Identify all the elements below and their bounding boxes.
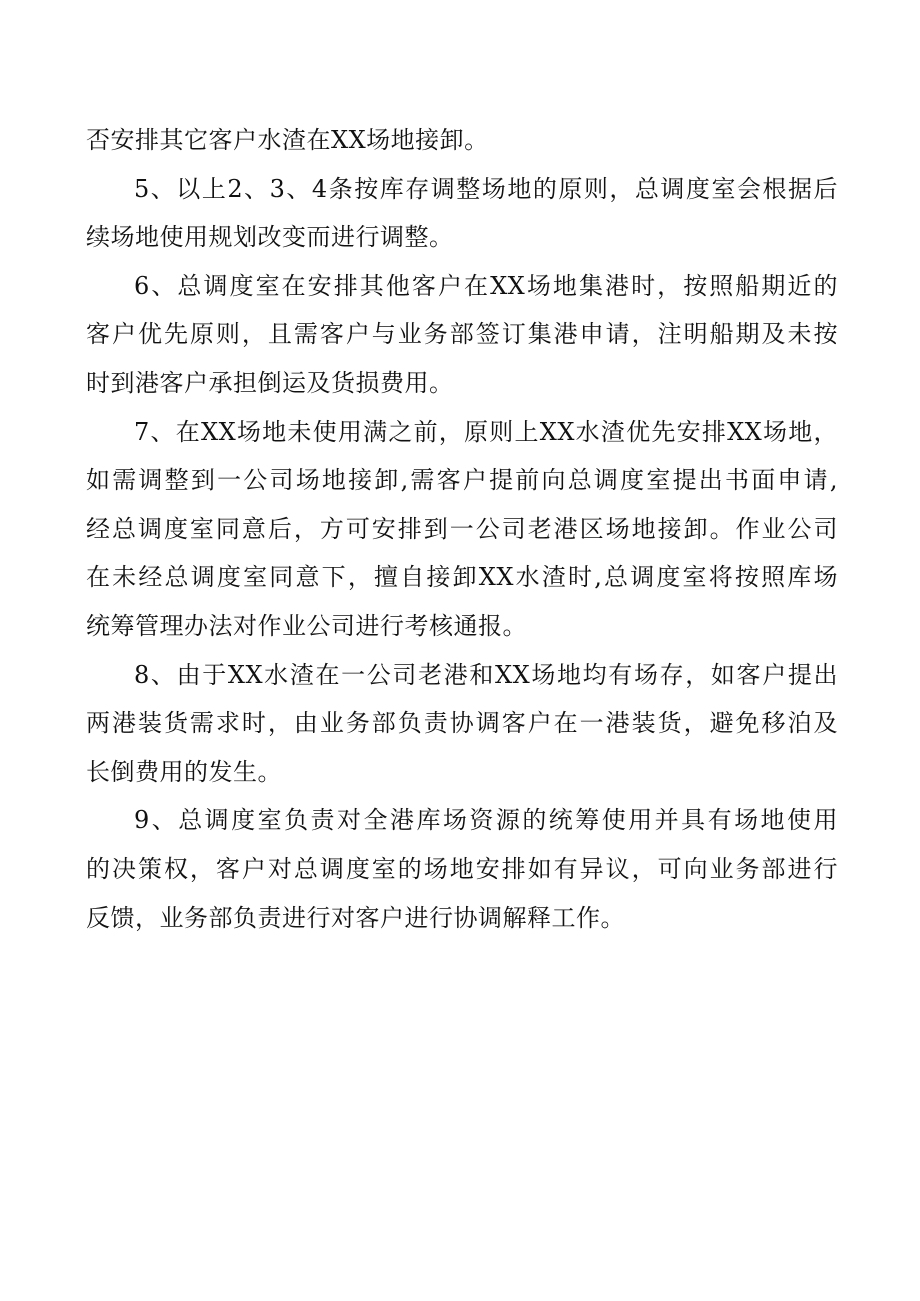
paragraph-4-line-1: 否安排其它客户水渣在XX场地接卸。 <box>86 126 489 154</box>
paragraph-6-line-2: 客户优先原则，且需客户与业务部签订集港申请，注明船期及未按 <box>86 320 838 349</box>
paragraph-8-line-2: 两港装货需求时，由业务部负责协调客户在一港装货，避免移泊及 <box>86 709 838 738</box>
document-body <box>86 116 838 942</box>
paragraph-8-line-1: 8、由于XX水渣在一公司老港和XX场地均有场存，如客户提出 <box>134 660 838 689</box>
paragraph-7-line-5: 统筹管理办法对作业公司进行考核通报。 <box>86 611 527 640</box>
paragraph-9-line-1: 9、总调度室负责对全港库场资源的统筹使用并具有场地使用 <box>134 806 838 835</box>
paragraph-7-line-1: 7、在XX场地未使用满之前，原则上XX水渣优先安排XX场地， <box>134 417 838 446</box>
paragraph-9-line-2: 的决策权，客户对总调度室的场地安排如有异议，可向业务部进行 <box>86 854 838 883</box>
paragraph-7-line-3: 经总调度室同意后，方可安排到一公司老港区场地接卸。作业公司 <box>86 514 838 543</box>
paragraph-5-line-2: 续场地使用规划改变而进行调整。 <box>86 223 454 252</box>
paragraph-7-line-4: 在未经总调度室同意下，擅自接卸XX水渣时,总调度室将按照库场 <box>86 563 838 592</box>
paragraph-6-line-3: 时到港客户承担倒运及货损费用。 <box>86 368 454 397</box>
paragraph-6-line-1: 6、总调度室在安排其他客户在XX场地集港时，按照船期近的 <box>134 271 838 300</box>
paragraph-9-line-3: 反馈，业务部负责进行对客户进行协调解释工作。 <box>86 903 625 932</box>
paragraph-8-line-3: 长倒费用的发生。 <box>86 757 282 786</box>
paragraph-5-line-1: 5、以上2、3、4条按库存调整场地的原则，总调度室会根据后 <box>134 174 838 203</box>
paragraph-7-line-2: 如需调整到一公司场地接卸,需客户提前向总调度室提出书面申请, <box>86 466 838 495</box>
